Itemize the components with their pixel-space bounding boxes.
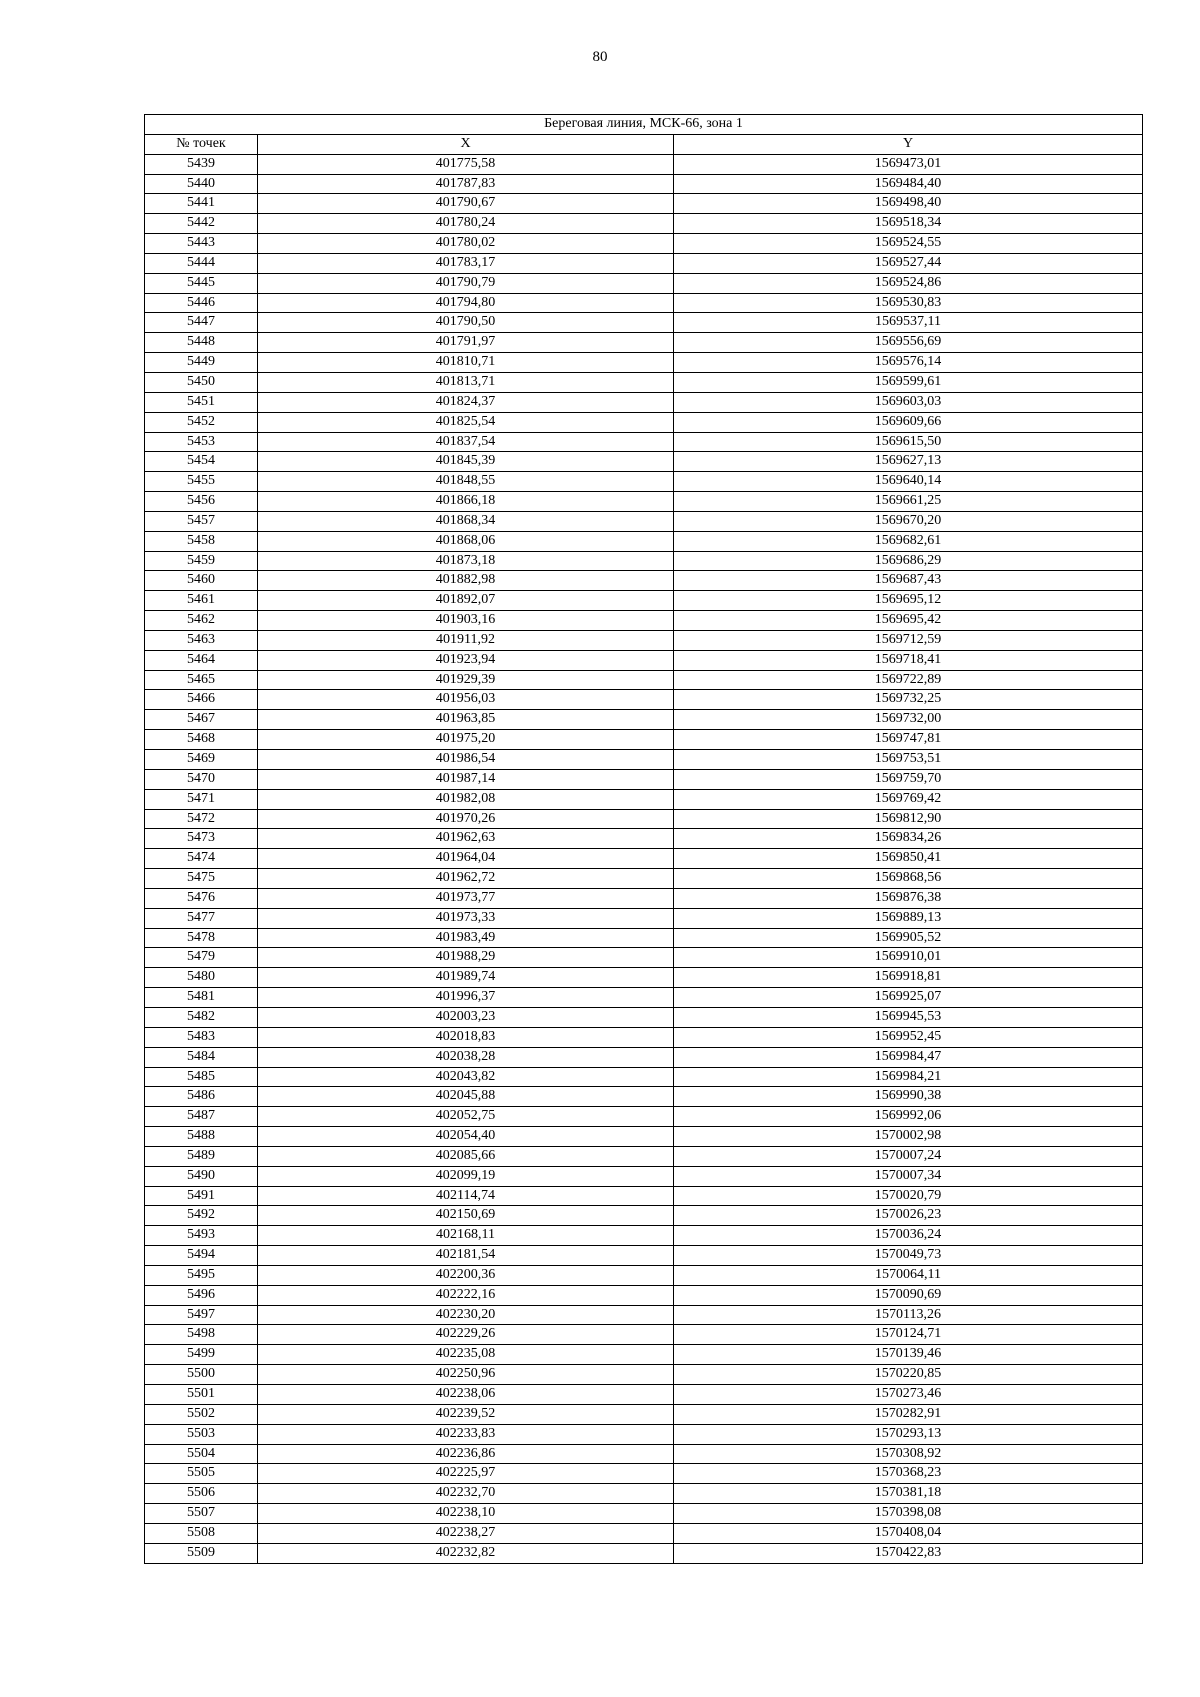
table-row — [145, 1504, 1143, 1524]
cell-x: 402238,06 — [258, 1385, 674, 1405]
cell-y: 1569640,14 — [674, 472, 1143, 492]
table-row — [145, 1107, 1143, 1127]
cell-y: 1570124,71 — [674, 1325, 1143, 1345]
cell-x: 401824,37 — [258, 392, 674, 412]
cell-x: 401963,85 — [258, 710, 674, 730]
table-row — [145, 511, 1143, 531]
cell-y: 1569918,81 — [674, 968, 1143, 988]
cell-point-number: 5444 — [145, 253, 258, 273]
table-row — [145, 710, 1143, 730]
cell-point-number: 5475 — [145, 869, 258, 889]
table-row — [145, 293, 1143, 313]
cell-x: 402045,88 — [258, 1087, 674, 1107]
cell-x: 402232,70 — [258, 1484, 674, 1504]
table-row — [145, 1206, 1143, 1226]
cell-x: 401868,06 — [258, 531, 674, 551]
cell-y: 1569722,89 — [674, 670, 1143, 690]
header-y: Y — [674, 134, 1143, 154]
cell-point-number: 5452 — [145, 412, 258, 432]
cell-x: 401970,26 — [258, 809, 674, 829]
cell-point-number: 5502 — [145, 1404, 258, 1424]
cell-x: 402114,74 — [258, 1186, 674, 1206]
cell-point-number: 5448 — [145, 333, 258, 353]
cell-y: 1570422,83 — [674, 1543, 1143, 1563]
cell-point-number: 5465 — [145, 670, 258, 690]
table-row — [145, 353, 1143, 373]
table-row — [145, 750, 1143, 770]
table-row — [145, 1027, 1143, 1047]
cell-point-number: 5470 — [145, 769, 258, 789]
cell-x: 402222,16 — [258, 1285, 674, 1305]
cell-x: 401882,98 — [258, 571, 674, 591]
cell-x: 401790,67 — [258, 194, 674, 214]
cell-point-number: 5495 — [145, 1265, 258, 1285]
cell-x: 401903,16 — [258, 611, 674, 631]
cell-point-number: 5447 — [145, 313, 258, 333]
cell-x: 402238,27 — [258, 1523, 674, 1543]
cell-y: 1569599,61 — [674, 372, 1143, 392]
cell-x: 402230,20 — [258, 1305, 674, 1325]
cell-point-number: 5473 — [145, 829, 258, 849]
cell-point-number: 5456 — [145, 492, 258, 512]
cell-point-number: 5503 — [145, 1424, 258, 1444]
cell-point-number: 5441 — [145, 194, 258, 214]
cell-x: 402038,28 — [258, 1047, 674, 1067]
cell-x: 402018,83 — [258, 1027, 674, 1047]
table-row — [145, 1523, 1143, 1543]
cell-point-number: 5492 — [145, 1206, 258, 1226]
cell-y: 1570139,46 — [674, 1345, 1143, 1365]
cell-y: 1569952,45 — [674, 1027, 1143, 1047]
cell-point-number: 5494 — [145, 1246, 258, 1266]
cell-x: 402233,83 — [258, 1424, 674, 1444]
cell-y: 1569627,13 — [674, 452, 1143, 472]
cell-y: 1570381,18 — [674, 1484, 1143, 1504]
cell-y: 1569834,26 — [674, 829, 1143, 849]
table-row — [145, 670, 1143, 690]
cell-point-number: 5484 — [145, 1047, 258, 1067]
table-row — [145, 273, 1143, 293]
table-row — [145, 1543, 1143, 1563]
cell-point-number: 5453 — [145, 432, 258, 452]
cell-x: 401825,54 — [258, 412, 674, 432]
cell-y: 1570273,46 — [674, 1385, 1143, 1405]
table-row — [145, 313, 1143, 333]
cell-x: 401982,08 — [258, 789, 674, 809]
cell-y: 1569670,20 — [674, 511, 1143, 531]
cell-y: 1570113,26 — [674, 1305, 1143, 1325]
cell-x: 401996,37 — [258, 988, 674, 1008]
table-row — [145, 472, 1143, 492]
cell-y: 1569718,41 — [674, 650, 1143, 670]
cell-point-number: 5469 — [145, 750, 258, 770]
cell-y: 1569537,11 — [674, 313, 1143, 333]
cell-x: 402181,54 — [258, 1246, 674, 1266]
table-row — [145, 432, 1143, 452]
cell-y: 1570368,23 — [674, 1464, 1143, 1484]
table-row — [145, 234, 1143, 254]
table-row — [145, 1285, 1143, 1305]
table-title-row — [145, 115, 1143, 135]
cell-y: 1569945,53 — [674, 1007, 1143, 1027]
cell-point-number: 5460 — [145, 571, 258, 591]
cell-y: 1569732,00 — [674, 710, 1143, 730]
table-row — [145, 412, 1143, 432]
cell-y: 1570064,11 — [674, 1265, 1143, 1285]
cell-point-number: 5480 — [145, 968, 258, 988]
table-row — [145, 1186, 1143, 1206]
cell-x: 401973,77 — [258, 888, 674, 908]
cell-point-number: 5466 — [145, 690, 258, 710]
cell-y: 1569925,07 — [674, 988, 1143, 1008]
cell-y: 1569695,12 — [674, 591, 1143, 611]
cell-point-number: 5496 — [145, 1285, 258, 1305]
cell-y: 1569695,42 — [674, 611, 1143, 631]
cell-y: 1569518,34 — [674, 214, 1143, 234]
cell-point-number: 5486 — [145, 1087, 258, 1107]
cell-y: 1570408,04 — [674, 1523, 1143, 1543]
cell-point-number: 5499 — [145, 1345, 258, 1365]
cell-point-number: 5501 — [145, 1385, 258, 1405]
table-row — [145, 253, 1143, 273]
table-row — [145, 948, 1143, 968]
table-header-row — [145, 134, 1143, 154]
cell-y: 1569769,42 — [674, 789, 1143, 809]
table-row — [145, 650, 1143, 670]
table-row — [145, 452, 1143, 472]
cell-y: 1569732,25 — [674, 690, 1143, 710]
cell-x: 402232,82 — [258, 1543, 674, 1563]
cell-x: 401790,50 — [258, 313, 674, 333]
table-row — [145, 928, 1143, 948]
table-title: Береговая линия, МСК-66, зона 1 — [145, 115, 1143, 135]
cell-y: 1570282,91 — [674, 1404, 1143, 1424]
cell-x: 401975,20 — [258, 730, 674, 750]
table-row — [145, 809, 1143, 829]
cell-point-number: 5505 — [145, 1464, 258, 1484]
cell-x: 401962,72 — [258, 869, 674, 889]
cell-y: 1569530,83 — [674, 293, 1143, 313]
cell-y: 1570007,34 — [674, 1166, 1143, 1186]
cell-point-number: 5463 — [145, 630, 258, 650]
table-row — [145, 1246, 1143, 1266]
cell-x: 401986,54 — [258, 750, 674, 770]
cell-point-number: 5497 — [145, 1305, 258, 1325]
cell-x: 402150,69 — [258, 1206, 674, 1226]
cell-y: 1569603,03 — [674, 392, 1143, 412]
table-row — [145, 789, 1143, 809]
cell-y: 1569524,86 — [674, 273, 1143, 293]
cell-y: 1569992,06 — [674, 1107, 1143, 1127]
cell-point-number: 5439 — [145, 154, 258, 174]
table-row — [145, 1484, 1143, 1504]
cell-y: 1569812,90 — [674, 809, 1143, 829]
cell-x: 401780,24 — [258, 214, 674, 234]
cell-point-number: 5477 — [145, 908, 258, 928]
table-row — [145, 591, 1143, 611]
cell-point-number: 5446 — [145, 293, 258, 313]
table-row — [145, 531, 1143, 551]
cell-y: 1569712,59 — [674, 630, 1143, 650]
cell-x: 401845,39 — [258, 452, 674, 472]
cell-y: 1569889,13 — [674, 908, 1143, 928]
table-row — [145, 769, 1143, 789]
cell-point-number: 5487 — [145, 1107, 258, 1127]
table-row — [145, 1404, 1143, 1424]
cell-point-number: 5476 — [145, 888, 258, 908]
cell-point-number: 5451 — [145, 392, 258, 412]
cell-x: 401923,94 — [258, 650, 674, 670]
cell-x: 401866,18 — [258, 492, 674, 512]
cell-point-number: 5488 — [145, 1127, 258, 1147]
table-row — [145, 730, 1143, 750]
cell-y: 1569759,70 — [674, 769, 1143, 789]
table-row — [145, 1345, 1143, 1365]
cell-x: 401973,33 — [258, 908, 674, 928]
cell-point-number: 5440 — [145, 174, 258, 194]
cell-point-number: 5474 — [145, 849, 258, 869]
cell-y: 1569868,56 — [674, 869, 1143, 889]
cell-point-number: 5450 — [145, 372, 258, 392]
cell-x: 401848,55 — [258, 472, 674, 492]
table-row — [145, 194, 1143, 214]
cell-point-number: 5449 — [145, 353, 258, 373]
cell-x: 402238,10 — [258, 1504, 674, 1524]
cell-y: 1569615,50 — [674, 432, 1143, 452]
cell-point-number: 5442 — [145, 214, 258, 234]
cell-point-number: 5443 — [145, 234, 258, 254]
cell-point-number: 5479 — [145, 948, 258, 968]
cell-point-number: 5454 — [145, 452, 258, 472]
cell-point-number: 5506 — [145, 1484, 258, 1504]
table-row — [145, 690, 1143, 710]
cell-point-number: 5459 — [145, 551, 258, 571]
table-row — [145, 1424, 1143, 1444]
cell-point-number: 5455 — [145, 472, 258, 492]
table-row — [145, 1087, 1143, 1107]
table-row — [145, 392, 1143, 412]
cell-y: 1570002,98 — [674, 1127, 1143, 1147]
cell-point-number: 5481 — [145, 988, 258, 1008]
cell-y: 1569984,47 — [674, 1047, 1143, 1067]
table-row — [145, 1385, 1143, 1405]
cell-point-number: 5491 — [145, 1186, 258, 1206]
cell-x: 401787,83 — [258, 174, 674, 194]
cell-point-number: 5489 — [145, 1146, 258, 1166]
cell-x: 401987,14 — [258, 769, 674, 789]
cell-y: 1569527,44 — [674, 253, 1143, 273]
cell-y: 1569686,29 — [674, 551, 1143, 571]
table-row — [145, 849, 1143, 869]
cell-x: 402229,26 — [258, 1325, 674, 1345]
cell-x: 402054,40 — [258, 1127, 674, 1147]
cell-point-number: 5509 — [145, 1543, 258, 1563]
cell-y: 1570220,85 — [674, 1365, 1143, 1385]
cell-point-number: 5462 — [145, 611, 258, 631]
table-row — [145, 1067, 1143, 1087]
cell-x: 401775,58 — [258, 154, 674, 174]
cell-point-number: 5507 — [145, 1504, 258, 1524]
cell-y: 1569984,21 — [674, 1067, 1143, 1087]
cell-point-number: 5498 — [145, 1325, 258, 1345]
header-point-number: № точек — [145, 134, 258, 154]
cell-y: 1569682,61 — [674, 531, 1143, 551]
table-row — [145, 492, 1143, 512]
table-row — [145, 630, 1143, 650]
cell-point-number: 5504 — [145, 1444, 258, 1464]
table-row — [145, 1007, 1143, 1027]
cell-y: 1570036,24 — [674, 1226, 1143, 1246]
cell-x: 401873,18 — [258, 551, 674, 571]
cell-point-number: 5490 — [145, 1166, 258, 1186]
cell-x: 402250,96 — [258, 1365, 674, 1385]
cell-y: 1569747,81 — [674, 730, 1143, 750]
cell-x: 402043,82 — [258, 1067, 674, 1087]
table-body — [145, 154, 1143, 1563]
cell-x: 402200,36 — [258, 1265, 674, 1285]
cell-x: 401983,49 — [258, 928, 674, 948]
cell-x: 402168,11 — [258, 1226, 674, 1246]
coordinates-table — [144, 114, 1143, 1564]
cell-y: 1569473,01 — [674, 154, 1143, 174]
cell-x: 402099,19 — [258, 1166, 674, 1186]
cell-x: 401989,74 — [258, 968, 674, 988]
table-row — [145, 1265, 1143, 1285]
table-row — [145, 1226, 1143, 1246]
cell-x: 401962,63 — [258, 829, 674, 849]
cell-point-number: 5468 — [145, 730, 258, 750]
cell-point-number: 5445 — [145, 273, 258, 293]
table-row — [145, 1166, 1143, 1186]
cell-point-number: 5471 — [145, 789, 258, 809]
cell-y: 1569687,43 — [674, 571, 1143, 591]
cell-y: 1570007,24 — [674, 1146, 1143, 1166]
cell-x: 401929,39 — [258, 670, 674, 690]
cell-y: 1569524,55 — [674, 234, 1143, 254]
cell-x: 401791,97 — [258, 333, 674, 353]
cell-y: 1569876,38 — [674, 888, 1143, 908]
cell-x: 401911,92 — [258, 630, 674, 650]
cell-x: 402239,52 — [258, 1404, 674, 1424]
cell-point-number: 5458 — [145, 531, 258, 551]
cell-x: 401780,02 — [258, 234, 674, 254]
table-row — [145, 154, 1143, 174]
cell-x: 401813,71 — [258, 372, 674, 392]
cell-y: 1570398,08 — [674, 1504, 1143, 1524]
table-row — [145, 611, 1143, 631]
cell-x: 401964,04 — [258, 849, 674, 869]
cell-x: 401794,80 — [258, 293, 674, 313]
cell-x: 401810,71 — [258, 353, 674, 373]
cell-x: 402236,86 — [258, 1444, 674, 1464]
cell-y: 1569576,14 — [674, 353, 1143, 373]
table-row — [145, 869, 1143, 889]
cell-x: 401892,07 — [258, 591, 674, 611]
table-row — [145, 829, 1143, 849]
cell-x: 401868,34 — [258, 511, 674, 531]
cell-point-number: 5464 — [145, 650, 258, 670]
cell-x: 402085,66 — [258, 1146, 674, 1166]
cell-point-number: 5478 — [145, 928, 258, 948]
cell-x: 401988,29 — [258, 948, 674, 968]
table-row — [145, 968, 1143, 988]
table-row — [145, 1047, 1143, 1067]
cell-point-number: 5500 — [145, 1365, 258, 1385]
cell-y: 1569850,41 — [674, 849, 1143, 869]
table-row — [145, 908, 1143, 928]
cell-y: 1569661,25 — [674, 492, 1143, 512]
table-row — [145, 888, 1143, 908]
table-row — [145, 1444, 1143, 1464]
cell-point-number: 5493 — [145, 1226, 258, 1246]
header-x: X — [258, 134, 674, 154]
table-head — [145, 115, 1143, 155]
table-row — [145, 174, 1143, 194]
table-row — [145, 1464, 1143, 1484]
cell-y: 1569990,38 — [674, 1087, 1143, 1107]
cell-y: 1569753,51 — [674, 750, 1143, 770]
cell-y: 1569556,69 — [674, 333, 1143, 353]
cell-point-number: 5461 — [145, 591, 258, 611]
cell-y: 1570308,92 — [674, 1444, 1143, 1464]
cell-y: 1570293,13 — [674, 1424, 1143, 1444]
cell-point-number: 5457 — [145, 511, 258, 531]
cell-point-number: 5508 — [145, 1523, 258, 1543]
cell-y: 1569905,52 — [674, 928, 1143, 948]
table-row — [145, 333, 1143, 353]
table-row — [145, 1146, 1143, 1166]
cell-y: 1570049,73 — [674, 1246, 1143, 1266]
cell-y: 1570026,23 — [674, 1206, 1143, 1226]
cell-x: 401837,54 — [258, 432, 674, 452]
cell-y: 1569910,01 — [674, 948, 1143, 968]
table-row — [145, 1127, 1143, 1147]
cell-y: 1569609,66 — [674, 412, 1143, 432]
cell-x: 402225,97 — [258, 1464, 674, 1484]
cell-point-number: 5467 — [145, 710, 258, 730]
cell-y: 1570090,69 — [674, 1285, 1143, 1305]
table-row — [145, 214, 1143, 234]
table-row — [145, 1305, 1143, 1325]
cell-y: 1570020,79 — [674, 1186, 1143, 1206]
cell-x: 402235,08 — [258, 1345, 674, 1365]
cell-y: 1569484,40 — [674, 174, 1143, 194]
cell-x: 402052,75 — [258, 1107, 674, 1127]
cell-point-number: 5485 — [145, 1067, 258, 1087]
cell-x: 401783,17 — [258, 253, 674, 273]
table-row — [145, 372, 1143, 392]
cell-point-number: 5483 — [145, 1027, 258, 1047]
cell-y: 1569498,40 — [674, 194, 1143, 214]
table-row — [145, 1365, 1143, 1385]
cell-x: 401956,03 — [258, 690, 674, 710]
table-row — [145, 1325, 1143, 1345]
cell-point-number: 5482 — [145, 1007, 258, 1027]
cell-point-number: 5472 — [145, 809, 258, 829]
cell-x: 402003,23 — [258, 1007, 674, 1027]
cell-x: 401790,79 — [258, 273, 674, 293]
page-number: 80 — [592, 49, 608, 65]
table-row — [145, 551, 1143, 571]
table-row — [145, 571, 1143, 591]
table-row — [145, 988, 1143, 1008]
